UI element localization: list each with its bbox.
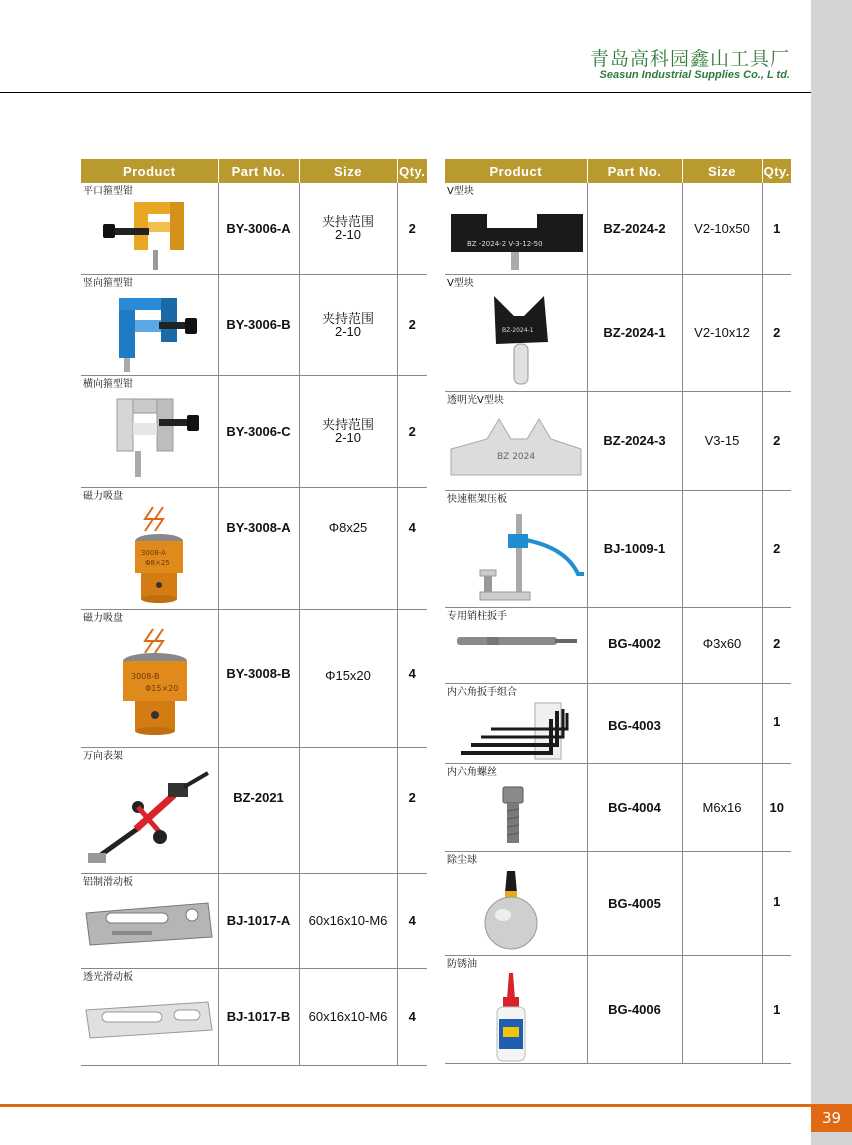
clamp-icon: [89, 292, 209, 374]
size-cell: [682, 851, 762, 955]
size-cell: V3-15: [682, 391, 762, 490]
size-cell: 60x16x10-M6: [299, 873, 397, 968]
quantity: 1: [762, 183, 791, 274]
size-cell: [682, 955, 762, 1063]
table-row: [81, 747, 427, 873]
product-name: 横向箍型钳: [83, 378, 133, 390]
product-name: 透明光V型块: [447, 394, 504, 406]
part-number: BY-3008-B: [218, 609, 299, 747]
table-row: [445, 763, 791, 851]
part-number: BJ-1009-1: [587, 490, 682, 607]
quantity: 4: [397, 873, 427, 968]
part-number: BJ-1017-A: [218, 873, 299, 968]
table-row: [445, 955, 791, 1063]
product-cell: [445, 955, 587, 1063]
product-name: 万向表架: [83, 750, 123, 762]
product-cell: [81, 183, 218, 274]
product-name: 专用销柱扳手: [447, 610, 507, 622]
table-row: [81, 375, 427, 487]
part-number: BZ-2024-3: [587, 391, 682, 490]
right-table-header: [445, 159, 791, 183]
col-size: Size: [299, 159, 397, 183]
v-block-engraving: BZ 2024: [496, 451, 535, 462]
indicator-holder-icon: [84, 765, 214, 871]
product-cell: [81, 747, 218, 873]
table-row: [445, 274, 791, 391]
quantity: 2: [762, 490, 791, 607]
part-number: BG-4003: [587, 683, 682, 763]
left-product-table: [81, 159, 427, 1066]
product-cell: [81, 609, 218, 747]
quantity: 2: [762, 391, 791, 490]
col-part-no: Part No.: [587, 159, 682, 183]
table-row: [445, 607, 791, 683]
v-block-engraving: BZ-2024-1: [501, 326, 534, 334]
part-number: BY-3006-B: [218, 274, 299, 375]
quantity: 10: [762, 763, 791, 851]
part-number: BJ-1017-B: [218, 968, 299, 1065]
size-cell: [299, 747, 397, 873]
size-cell: V2-10x12: [682, 274, 762, 391]
size-line-1: 夹持范围: [321, 417, 374, 432]
col-part-no: Part No.: [218, 159, 299, 183]
quantity: 2: [397, 747, 427, 873]
magnet-engraving-2: Φ8×25: [145, 558, 170, 567]
size-cell: [682, 490, 762, 607]
right-product-table: [445, 159, 791, 1064]
hex-screw-icon: [447, 781, 585, 849]
product-name: 除尘球: [447, 854, 477, 866]
clamp-icon: [89, 393, 209, 483]
part-number: BG-4005: [587, 851, 682, 955]
col-product: Product: [445, 159, 587, 183]
size-line-1: 夹持范围: [321, 310, 374, 326]
size-line-1: 夹持范围: [321, 214, 374, 230]
quantity: 4: [397, 487, 427, 609]
part-number: BZ-2021: [218, 747, 299, 873]
product-cell: [81, 375, 218, 487]
size-cell: M6x16: [682, 763, 762, 851]
table-row: [81, 609, 427, 747]
page-number: 39: [811, 1104, 852, 1132]
footer-line: [0, 1104, 811, 1107]
part-number: BY-3006-A: [218, 183, 299, 274]
product-name: 内六角扳手组合: [447, 686, 517, 698]
product-name: 防锈油: [447, 958, 477, 970]
size-cell: [299, 375, 397, 487]
product-cell: [445, 763, 587, 851]
quantity: 2: [762, 607, 791, 683]
size-cell: [299, 183, 397, 274]
table-row: [81, 183, 427, 274]
product-name: 磁力吸盘: [83, 612, 123, 624]
v-block-small-icon: [456, 292, 576, 390]
company-name-cn: 青岛高科园鑫山工具厂: [589, 48, 790, 70]
size-cell: Φ3x60: [682, 607, 762, 683]
product-name: V型块: [447, 277, 474, 289]
product-cell: [445, 683, 587, 763]
quantity: 1: [762, 683, 791, 763]
size-cell: [299, 274, 397, 375]
size-line-2: 2-10: [334, 227, 362, 243]
product-cell: [445, 851, 587, 955]
product-cell: [445, 391, 587, 490]
table-row: [445, 683, 791, 763]
part-number: BY-3006-C: [218, 375, 299, 487]
pin-wrench-icon: [447, 625, 585, 665]
product-cell: [81, 274, 218, 375]
table-row: [445, 490, 791, 607]
col-qty: Qty.: [397, 159, 427, 183]
table-row: [81, 968, 427, 1065]
product-cell: [445, 183, 587, 274]
magnet-engraving-1: 3008-B: [131, 671, 160, 681]
quantity: 2: [762, 274, 791, 391]
product-name: 透光滑动板: [83, 971, 133, 983]
col-size: Size: [682, 159, 762, 183]
anti-rust-oil-icon: [447, 973, 585, 1063]
quantity: 4: [397, 968, 427, 1065]
quantity: 1: [762, 955, 791, 1063]
magnet-icon: [89, 627, 209, 745]
product-cell: [81, 487, 218, 609]
part-number: BZ-2024-2: [587, 183, 682, 274]
clamp-icon: [89, 200, 209, 272]
size-line-2: 2-10: [334, 430, 362, 445]
size-cell: [682, 683, 762, 763]
quantity: 2: [397, 375, 427, 487]
product-name: 内六角螺丝: [447, 766, 497, 778]
quantity: 2: [397, 183, 427, 274]
quantity: 2: [397, 274, 427, 375]
size-cell: 60x16x10-M6: [299, 968, 397, 1065]
product-name: 铝制滑动板: [83, 876, 133, 888]
part-number: BG-4004: [587, 763, 682, 851]
product-name: 平口箍型钳: [83, 186, 133, 197]
col-product: Product: [81, 159, 218, 183]
company-name-en: Seasun Industrial Supplies Co., L td.: [599, 69, 790, 81]
size-line-2: 2-10: [334, 323, 362, 339]
table-row: [81, 487, 427, 609]
hex-key-set-icon: [447, 701, 585, 763]
table-row: [81, 873, 427, 968]
table-gap: [427, 159, 445, 1064]
part-number: BY-3008-A: [218, 487, 299, 609]
size-cell: Φ8x25: [299, 487, 397, 609]
part-number: BG-4002: [587, 607, 682, 683]
left-table-header: [81, 159, 427, 183]
slide-plate-icon: [82, 891, 216, 953]
product-cell: [445, 607, 587, 683]
col-qty: Qty.: [762, 159, 791, 183]
v-block-icon: [447, 200, 585, 272]
frame-clamp-icon: [446, 508, 586, 604]
size-cell: Φ15x20: [299, 609, 397, 747]
dust-blower-icon: [447, 869, 585, 953]
magnet-engraving-2: Φ15×20: [145, 683, 179, 693]
v-block-engraving: BZ -2024-2 V-3-12-50: [466, 240, 543, 248]
page-sidebar: [811, 0, 852, 1145]
product-name: 竖向箍型钳: [83, 277, 133, 289]
product-name: 快速框架压板: [447, 493, 507, 505]
product-cell: [445, 490, 587, 607]
slide-plate-icon: [82, 986, 216, 1050]
part-number: BG-4006: [587, 955, 682, 1063]
table-row: [445, 183, 791, 274]
header-divider: [0, 92, 811, 93]
table-row: [81, 274, 427, 375]
table-row: [445, 391, 791, 490]
product-cell: [81, 968, 218, 1065]
product-cell: [445, 274, 587, 391]
product-name: 磁力吸盘: [83, 490, 123, 502]
part-number: BZ-2024-1: [587, 274, 682, 391]
v-block-clear-icon: [447, 409, 585, 481]
size-cell: V2-10x50: [682, 183, 762, 274]
product-name: V型块: [447, 186, 474, 197]
magnet-engraving-1: 3008-A: [141, 548, 167, 557]
quantity: 4: [397, 609, 427, 747]
table-row: [445, 851, 791, 955]
magnet-icon: [89, 505, 209, 609]
product-cell: [81, 873, 218, 968]
quantity: 1: [762, 851, 791, 955]
